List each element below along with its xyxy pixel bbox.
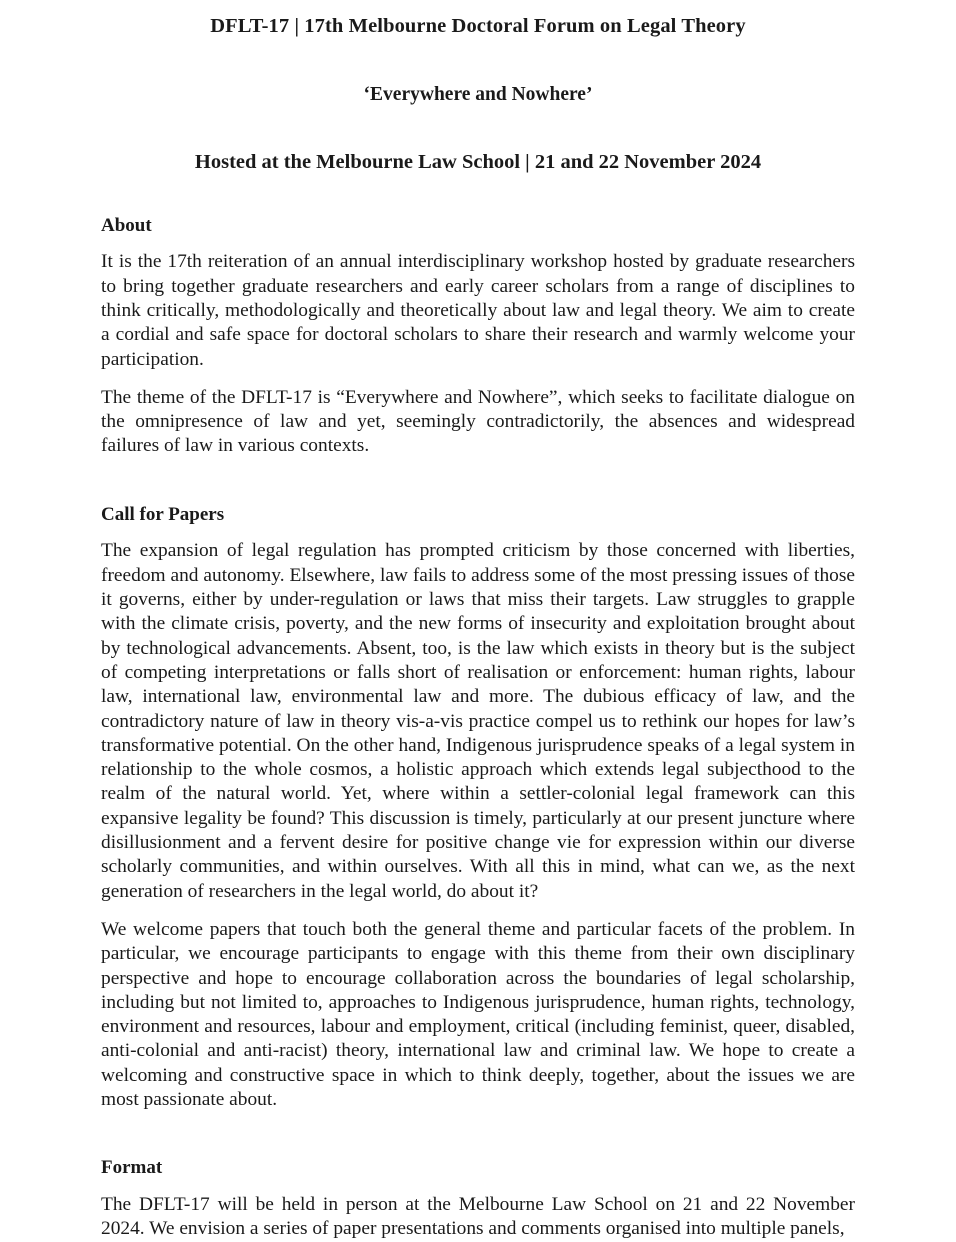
- call-for-papers-paragraph-1: The expansion of legal regulation has prompted criticism by those concerned with liberties, freedom and autonomy. Elsewhere, law fails to address some of the most pressing issues of those it governs, either by under-regulation or laws that miss their targets. Law struggles to grapple with the climate crisis, poverty, and the new forms of insecurity and exploitation brought about by technological advancements. Absent, too, is the law which exists in theory but is the subject of competing interpretations or falls short of realisation or enforcement: human rights, labour law, international law, environmental law and more. The dubious efficacy of law, and the contradictory nature of law in theory vis-a-vis practice compel us to rethink our hopes for law’s transformative potential. On the other hand, Indigenous jurisprudence speaks of a legal system in relationship to the whole cosmos, a holistic approach which extends legal subjecthood to the realm of the natural world. Yet, where within a settler-colonial legal framework can this expansive legality be found? This discussion is timely, particularly at our present juncture where disillusionment and a fervent desire for positive change vie for expression within our diverse scholarly communities, and within ourselves. With all this in mind, what can we, as the next generation of researchers in the legal world, do about it?: [101, 540, 855, 902]
- section-call-for-papers: [101, 459, 855, 1113]
- section-format: [101, 1112, 855, 1241]
- format-paragraph-1: The DFLT-17 will be held in person at the Melbourne Law School on 21 and 22 November 2024. We envision a series of paper presentations and comments organised into multiple panels,: [101, 1194, 855, 1240]
- document-content-column: [101, 0, 855, 1242]
- title-block: [101, 0, 855, 175]
- about-paragraph-2: The theme of the DFLT-17 is “Everywhere and Nowhere”, which seeks to facilitate dialogue on the omnipresence of law and yet, seemingly contradictorily, the absences and widespread failures of law in various contexts.: [101, 386, 855, 457]
- call-for-papers-paragraph-2: We welcome papers that touch both the general theme and particular facets of the problem. In particular, we encourage participants to engage with this theme from their own disciplinary perspective and hope to encourage collaboration across the boundaries of legal scholarship, including but not limited to, approaches to Indigenous jurisprudence, human rights, technology, environment and resources, labour and employment, critical (including feminist, queer, disabled, anti-colonial and anti-racist) theory, international law and criminal law. We hope to create a welcoming and constructive space in which to think deeply, together, about the issues we are most passionate about.: [101, 918, 855, 1110]
- document-title: DFLT-17 | 17th Melbourne Doctoral Forum on Legal Theory: [210, 15, 746, 37]
- document-theme: ‘Everywhere and Nowhere’: [363, 83, 593, 105]
- section-heading-about: About: [101, 214, 152, 236]
- about-paragraph-1: It is the 17th reiteration of an annual interdisciplinary workshop hosted by graduate researchers to bring together graduate researchers and early career scholars from a range of disciplines to think critically, methodologically and theoretically about law and legal theory. We aim to create a cordial and safe space for doctoral scholars to share their research and warmly welcome your participation.: [101, 251, 855, 370]
- document-venue-and-date: Hosted at the Melbourne Law School | 21 and 22 November 2024: [194, 150, 762, 173]
- section-heading-format: Format: [101, 1157, 163, 1179]
- section-heading-call-for-papers: Call for Papers: [101, 503, 225, 525]
- section-about: [101, 175, 855, 459]
